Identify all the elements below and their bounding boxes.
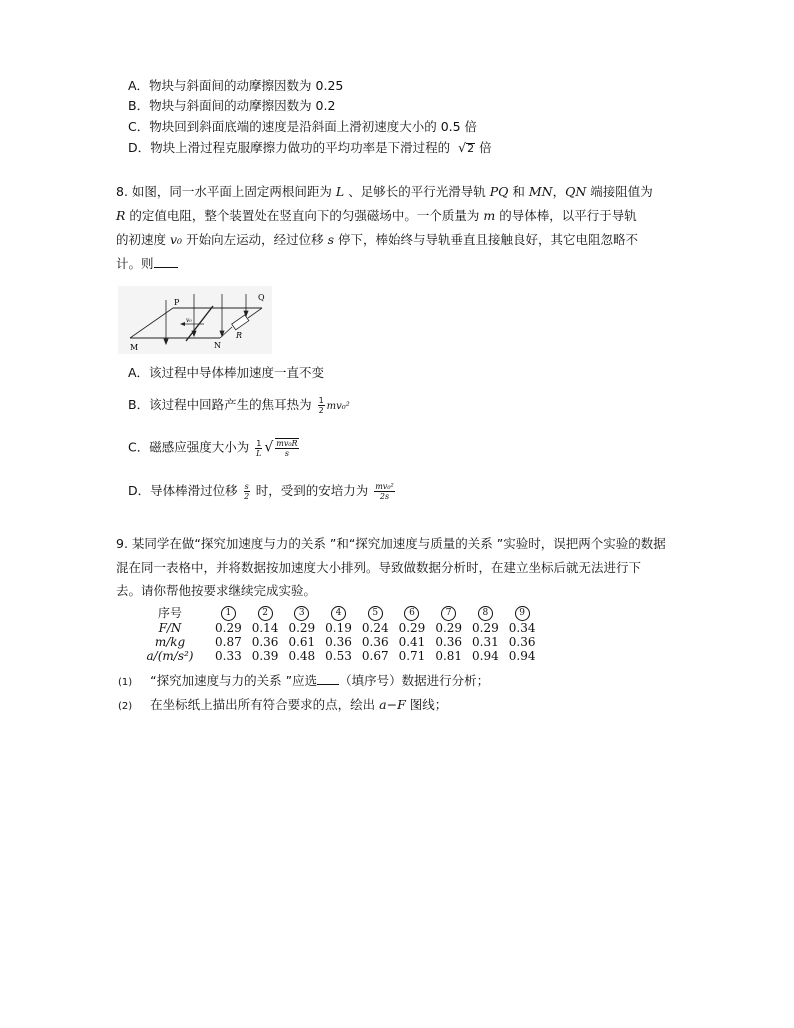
q8-var-m: m [483,208,496,223]
q8-text: 、足够长的平行光滑导轨 [348,184,486,199]
q8-option-d [128,482,397,501]
table-cell: 0.31 [472,635,499,649]
sqrt-fraction: $\frac{\text{mv₀R}}{s}$ [276,439,298,458]
q8-option-d-text: D．导体棒滑过位移 [128,483,238,498]
table-cell: 0.39 [251,649,279,663]
table-cell: 0.48 [288,649,316,663]
table-cell: 0.87 [215,635,242,649]
table-cell: 0.36 [251,635,279,649]
q8-option-b-expr: mv₀² [326,401,350,412]
q8-stem-line4 [116,255,178,273]
q7-option-d-sqrt: 2 [467,142,475,155]
q9-stem-line2: 混在同一表格中，并将数据按加速度大小排列。导致做数据分析时，在建立坐标后就无法进行下 [116,560,642,575]
q7-option-a: A．物块与斜面间的动摩擦因数为 0.25 [128,78,344,93]
q8-text: 的初速度 [116,232,167,247]
rail-diagram-figure [118,286,272,354]
table-row-accel [130,649,540,663]
header-accel: a/(m/s²) [146,649,194,663]
q7-option-d [128,139,492,157]
table-cell: 0.29 [215,621,242,635]
q9-sub2-expr: a−F [379,697,406,712]
q8-var-L: L [335,184,345,199]
q8-stem-line2 [116,207,637,225]
header-mass: m/kg [154,635,186,649]
index-cell: 7 [430,604,467,621]
q8-stem-line3 [116,231,638,249]
q8-option-b [128,396,350,416]
q8-option-c-text: C．磁感应强度大小为 [128,439,250,455]
q8-option-c [128,438,301,458]
label-Q: Q [258,293,265,302]
table-cell: 0.53 [325,649,352,663]
label-R: R [236,331,243,340]
rail-QN-upper [248,308,262,318]
q8-var-MN: MN [528,184,553,199]
index-cell: 9 [504,604,541,621]
q8-var-PQ: PQ [489,184,509,199]
q8-text: 和 [512,184,525,199]
table-cell: 0.33 [215,649,242,663]
table-cell: 0.29 [435,621,463,635]
table-cell: 0.36 [435,635,463,649]
table-cell: 0.29 [472,621,499,635]
q8-text: 端接阻值为 [590,184,653,199]
q8-text: 8. 如图，同一水平面上固定两根间距为 [116,184,332,199]
q9-stem-line3: 去。请你帮他按要求继续完成实验。 [116,583,317,598]
q9-data-table [130,604,540,663]
q9-sub1-text: “探究加速度与力的关系 ”应选 [150,673,318,688]
sqrt-symbol: √ [454,140,467,155]
label-P: P [174,298,180,307]
q7-option-d-text: D．物块上滑过程克服摩擦力做功的平均功率是下滑过程的 [128,140,451,155]
rail-end-left [130,308,173,338]
fraction: $\frac{\text{mv₀²}}{2s}$ [375,482,394,501]
q9-sub1-tail: （填序号）数据进行分析； [339,673,490,688]
q9-sub2-text: 在坐标纸上描出所有符合要求的点，绘出 [150,697,376,712]
table-cell: 0.29 [288,621,316,635]
table-cell: 0.36 [508,635,536,649]
q8-var-v0: v₀ [170,232,183,247]
index-cell: 8 [467,604,504,621]
q8-option-b-text: B．该过程中回路产生的焦耳热为 [128,397,312,412]
header-force: F/N [158,621,182,635]
table-cell: 0.36 [325,635,352,649]
q8-var-s: s [327,232,334,247]
index-cell: 2 [247,604,284,621]
table-cell: 0.61 [288,635,316,649]
q8-option-d-mid: 时，受到的安培力为 [255,483,369,498]
q7-option-d-tail: 倍 [479,140,492,155]
fraction: $\frac{1}{2}$ [318,396,324,415]
resistor-R [232,315,249,330]
index-cell: 3 [283,604,320,621]
sub-number: (2) [118,701,133,712]
q8-var-R: R [116,208,126,223]
header-index: 序号 [157,605,182,620]
table-cell: 0.14 [251,621,279,635]
table-cell: 0.36 [361,635,389,649]
answer-blank[interactable] [317,672,339,685]
q9-sub2 [118,696,447,716]
q8-text: 开始向左运动，经过位移 [186,232,324,247]
label-N: N [214,341,221,350]
table-cell: 0.29 [398,621,426,635]
q8-text: 的导体棒，以平行于导轨 [499,208,637,223]
fraction: $\frac{s}{2}$ [244,482,250,501]
rail-diagram [118,286,272,354]
index-cell: 6 [394,604,431,621]
table-row-mass [130,635,540,649]
index-cell: 5 [357,604,394,621]
table-cell: 0.94 [508,649,536,663]
q8-text: 的定值电阻，整个装置处在竖直向下的匀强磁场中。一个质量为 [129,208,480,223]
table-cell: 0.41 [398,635,426,649]
table-cell: 0.24 [361,621,389,635]
table-cell: 0.67 [361,649,389,663]
label-v0: v₀ [186,317,192,324]
sub-number: (1) [118,677,133,688]
table-row-index [130,604,540,621]
q9-stem-line1: 9. 某同学在做“探究加速度与力的关系 ”和“探究加速度与质量的关系 ”实验时，误把两个实验的数据 [116,536,666,551]
q7-option-c: C．物块回到斜面底端的速度是沿斜面上滑初速度大小的 0.5 倍 [128,119,478,134]
index-cell: 1 [210,604,247,621]
q7-option-b: B．物块与斜面间的动摩擦因数为 0.2 [128,98,336,113]
index-cell: 4 [320,604,357,621]
table-cell: 0.94 [472,649,499,663]
sqrt-symbol: √ [264,439,274,456]
answer-blank[interactable] [154,255,178,268]
q8-var-QN: QN [565,184,587,199]
q8-option-a: A．该过程中导体棒加速度一直不变 [128,365,325,380]
q8-stem-line1: 8. 如图，同一水平面上固定两根间距为 L 、足够长的平行光滑导轨 PQ 和 MN，QN 端接阻值为 [116,184,653,199]
table-cell: 0.71 [398,649,426,663]
velocity-arrowhead [180,322,185,326]
table-row-force [130,621,540,635]
table-cell: 0.34 [508,621,536,635]
label-M: M [130,343,139,352]
table-cell: 0.81 [435,649,463,663]
q8-text: 计。则 [116,256,154,271]
q9-sub1 [118,672,489,692]
fraction: $\frac{1}{L}$ [256,438,262,458]
q9-sub2-tail: 图线； [409,697,448,712]
q8-text: 停下，棒始终与导轨垂直且接触良好，其它电阻忽略不 [337,232,638,247]
table-cell: 0.19 [325,621,352,635]
